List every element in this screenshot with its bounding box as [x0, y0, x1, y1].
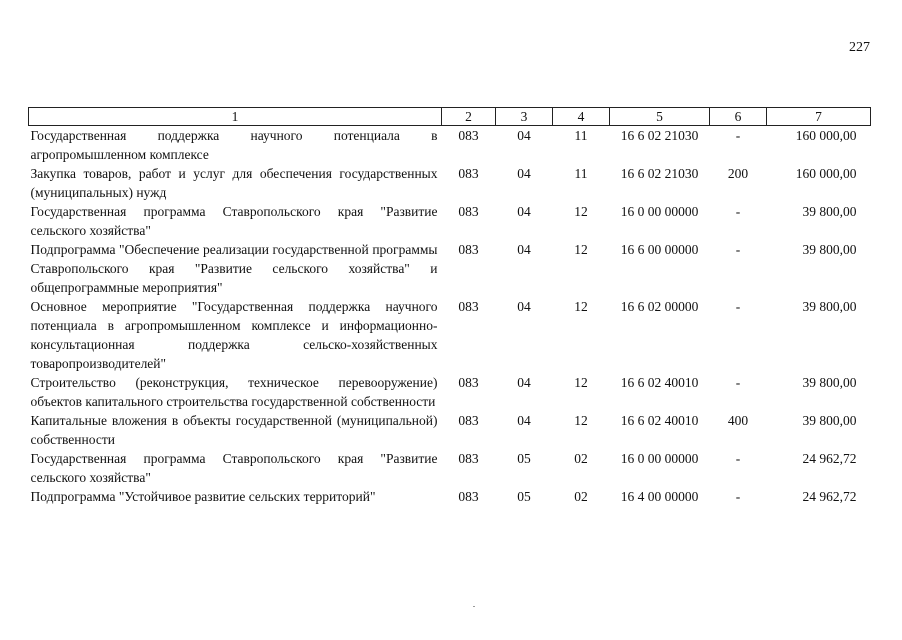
cell-subsection: 12 — [574, 413, 588, 428]
cell-amount: 160 000,00 — [795, 128, 857, 143]
header-col-3: 3 — [496, 108, 553, 126]
cell-subsection: 12 — [574, 299, 588, 314]
cell-name: Закупка товаров, работ и услуг для обеспечения государственных (муниципальных) нужд — [30, 166, 438, 200]
table-row — [29, 126, 871, 165]
cell-ministry: 083 — [458, 204, 479, 219]
cell-expense-type: 200 — [727, 166, 749, 181]
table-row — [29, 202, 871, 240]
cell-amount: 24 962,72 — [802, 489, 857, 504]
cell-amount: 39 800,00 — [802, 375, 857, 390]
scan-speck — [473, 606, 475, 607]
cell-amount: 39 800,00 — [802, 242, 857, 257]
cell-section: 04 — [517, 299, 531, 314]
cell-name: Подпрограмма "Обеспечение реализации государственной программы Ставропольского края "Развитие сельского хозяйства" и общепрограммные мероприятия" — [30, 242, 438, 295]
table-row — [29, 411, 871, 449]
cell-expense-type: - — [735, 489, 741, 504]
page-number: 227 — [849, 40, 870, 55]
header-col-6: 6 — [710, 108, 767, 126]
cell-amount: 160 000,00 — [795, 166, 857, 181]
cell-expense-type: - — [735, 375, 741, 390]
cell-expense-type: - — [735, 299, 741, 314]
cell-target-article: 16 6 02 40010 — [620, 375, 699, 390]
header-row — [29, 108, 871, 126]
header-col-7: 7 — [767, 108, 871, 126]
cell-target-article: 16 6 00 00000 — [620, 242, 699, 257]
cell-subsection: 02 — [574, 451, 588, 466]
cell-ministry: 083 — [458, 375, 479, 390]
cell-ministry: 083 — [458, 413, 479, 428]
table-header — [29, 108, 871, 126]
cell-amount: 39 800,00 — [802, 299, 857, 314]
cell-amount: 39 800,00 — [802, 413, 857, 428]
cell-section: 04 — [517, 242, 531, 257]
cell-name: Капитальные вложения в объекты государственной (муниципальной) собственности — [30, 413, 438, 447]
cell-name: Государственная программа Ставропольского края "Развитие сельского хозяйства" — [30, 451, 438, 485]
header-col-2: 2 — [442, 108, 496, 126]
cell-expense-type: - — [735, 242, 741, 257]
cell-target-article: 16 6 02 00000 — [620, 299, 699, 314]
cell-target-article: 16 4 00 00000 — [620, 489, 699, 504]
cell-name: Основное мероприятие "Государственная поддержка научного потенциала в агропромышленном комплексе и информационно-консультационная поддержка сельско-хозяйственных товаропроизводителей" — [30, 299, 438, 371]
cell-ministry: 083 — [458, 242, 479, 257]
budget-table — [28, 107, 871, 506]
cell-section: 04 — [517, 413, 531, 428]
cell-subsection: 11 — [574, 166, 588, 181]
cell-ministry: 083 — [458, 166, 479, 181]
header-col-5: 5 — [610, 108, 710, 126]
cell-subsection: 12 — [574, 375, 588, 390]
cell-section: 04 — [517, 166, 531, 181]
cell-section: 05 — [517, 451, 531, 466]
cell-name: Строительство (реконструкция, техническое перевооружение) объектов капитального строительства государственной собственности — [30, 375, 438, 409]
cell-ministry: 083 — [458, 128, 479, 143]
cell-section: 04 — [517, 128, 531, 143]
cell-target-article: 16 6 02 21030 — [620, 128, 699, 143]
cell-expense-type: - — [735, 128, 741, 143]
header-col-1: 1 — [29, 108, 442, 126]
cell-ministry: 083 — [458, 489, 479, 504]
cell-name: Подпрограмма "Устойчивое развитие сельских территорий" — [30, 489, 376, 504]
cell-expense-type: - — [735, 204, 741, 219]
header-col-4: 4 — [553, 108, 610, 126]
cell-name: Государственная программа Ставропольского края "Развитие сельского хозяйства" — [30, 204, 438, 238]
cell-expense-type: - — [735, 451, 741, 466]
cell-target-article: 16 6 02 40010 — [620, 413, 699, 428]
table-row — [29, 240, 871, 297]
cell-target-article: 16 0 00 00000 — [620, 451, 699, 466]
cell-amount: 39 800,00 — [802, 204, 857, 219]
cell-subsection: 12 — [574, 242, 588, 257]
cell-subsection: 11 — [574, 128, 588, 143]
table-row — [29, 449, 871, 487]
cell-ministry: 083 — [458, 451, 479, 466]
cell-ministry: 083 — [458, 299, 479, 314]
table-row — [29, 373, 871, 411]
cell-amount: 24 962,72 — [802, 451, 857, 466]
table-row — [29, 487, 871, 506]
table-row — [29, 297, 871, 373]
cell-section: 04 — [517, 204, 531, 219]
cell-subsection: 02 — [574, 489, 588, 504]
cell-target-article: 16 6 02 21030 — [620, 166, 699, 181]
cell-expense-type: 400 — [727, 413, 749, 428]
table-row — [29, 164, 871, 202]
cell-section: 04 — [517, 375, 531, 390]
cell-section: 05 — [517, 489, 531, 504]
cell-target-article: 16 0 00 00000 — [620, 204, 699, 219]
cell-name: Государственная поддержка научного потенциала в агропромышленном комплексе — [30, 128, 438, 162]
table-body — [29, 126, 871, 507]
cell-subsection: 12 — [574, 204, 588, 219]
